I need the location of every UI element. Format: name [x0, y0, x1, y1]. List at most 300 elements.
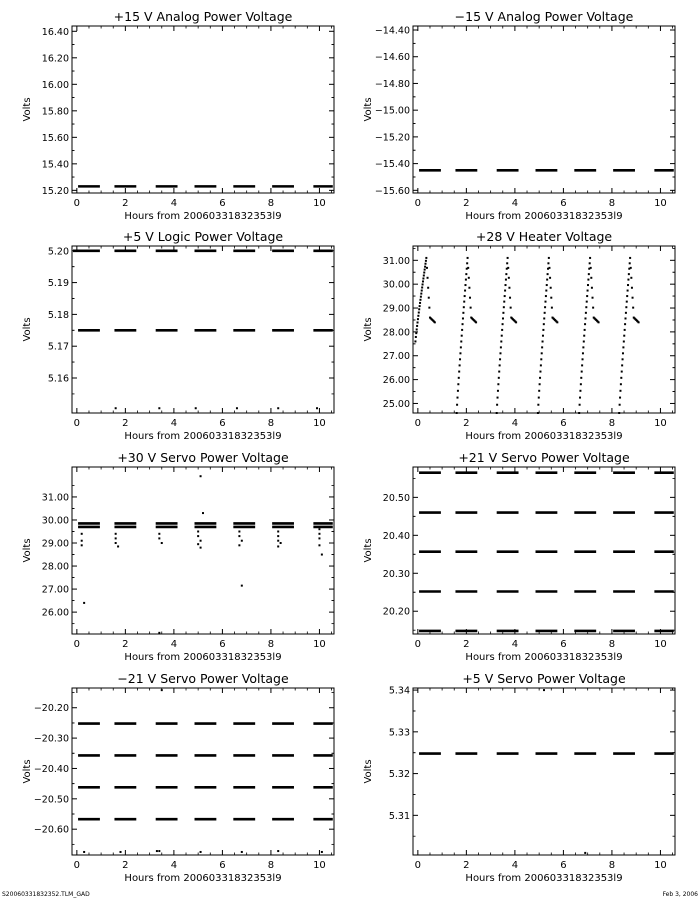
- heater-point: [421, 286, 423, 288]
- heater-point: [504, 295, 506, 297]
- heater-point: [428, 307, 430, 309]
- x-tick-label: 2: [463, 639, 470, 650]
- x-tick-label: 6: [560, 639, 567, 650]
- chart-title: +5 V Logic Power Voltage: [122, 229, 284, 244]
- heater-point: [625, 312, 627, 314]
- heater-point: [507, 267, 509, 269]
- x-axis-label: Hours from 20060331832353l9: [465, 211, 623, 222]
- heater-point: [598, 321, 600, 323]
- chart-7: [22, 671, 334, 884]
- heater-point: [590, 277, 592, 279]
- data-point: [120, 851, 122, 853]
- heater-point: [628, 273, 630, 275]
- heater-point: [590, 267, 592, 269]
- heater-point: [422, 280, 424, 282]
- x-tick-label: 2: [463, 860, 470, 871]
- x-tick-label: 10: [313, 198, 326, 209]
- heater-point: [506, 262, 508, 264]
- heater-point: [497, 397, 499, 399]
- y-tick-label: 26.00: [382, 375, 410, 387]
- heater-point: [626, 301, 628, 303]
- heater-point: [548, 257, 550, 259]
- x-tick-label: 10: [654, 198, 667, 209]
- heater-point: [544, 301, 546, 303]
- heater-point: [419, 305, 421, 307]
- x-tick-label: 10: [313, 860, 326, 871]
- y-tick-label: 28.00: [41, 561, 69, 573]
- heater-point: [546, 279, 548, 281]
- heater-point: [467, 267, 469, 269]
- y-tick-label: −14.60: [374, 52, 410, 64]
- heater-point: [456, 412, 458, 414]
- x-tick-label: 8: [608, 860, 616, 871]
- heater-point: [620, 377, 622, 379]
- heater-point: [425, 257, 427, 259]
- heater-point: [579, 390, 581, 392]
- heater-point: [580, 377, 582, 379]
- data-point: [197, 530, 199, 532]
- heater-point: [631, 287, 633, 289]
- heater-point: [475, 321, 477, 323]
- heater-point: [542, 335, 544, 337]
- heater-point: [427, 287, 429, 289]
- chart-title: +15 V Analog Power Voltage: [113, 9, 293, 24]
- y-tick-label: −20.40: [33, 763, 69, 775]
- data-point: [197, 535, 199, 537]
- data-point: [238, 535, 240, 537]
- heater-point: [456, 404, 458, 406]
- heater-point: [580, 383, 582, 385]
- x-tick-label: 2: [122, 639, 129, 650]
- y-tick-label: 15.60: [41, 132, 69, 144]
- heater-point: [416, 328, 418, 330]
- heater-point: [461, 335, 463, 337]
- heater-point: [498, 377, 500, 379]
- heater-point: [556, 321, 558, 323]
- heater-point: [619, 404, 621, 406]
- y-tick-label: −14.80: [374, 78, 410, 90]
- x-axis-label: Hours from 20060331832353l9: [124, 873, 282, 884]
- heater-point: [418, 308, 420, 310]
- x-tick-label: 0: [73, 418, 81, 429]
- plot-frame: [413, 26, 675, 193]
- heater-point: [546, 284, 548, 286]
- x-tick-label: 6: [560, 860, 567, 871]
- heater-point: [503, 301, 505, 303]
- heater-point: [457, 383, 459, 385]
- data-point: [277, 850, 279, 852]
- heater-point: [501, 335, 503, 337]
- heater-point: [468, 277, 470, 279]
- heater-point: [505, 284, 507, 286]
- data-point: [277, 407, 279, 409]
- y-tick-label: 5.33: [388, 727, 410, 739]
- data-point: [158, 407, 160, 409]
- heater-point: [625, 317, 627, 319]
- data-point: [200, 547, 202, 549]
- data-point: [161, 689, 163, 691]
- x-axis-label: Hours from 20060331832353l9: [124, 652, 282, 663]
- heater-point: [508, 277, 510, 279]
- data-point: [117, 545, 119, 547]
- heater-point: [497, 390, 499, 392]
- heater-point: [457, 390, 459, 392]
- y-tick-label: 30.00: [41, 515, 69, 527]
- data-point: [321, 851, 323, 853]
- heater-point: [462, 317, 464, 319]
- data-point: [584, 852, 586, 854]
- heater-point: [425, 260, 427, 262]
- heater-point: [459, 358, 461, 360]
- heater-point: [469, 297, 471, 299]
- y-tick-label: −20.60: [33, 824, 69, 836]
- heater-point: [538, 390, 540, 392]
- heater-point: [638, 321, 640, 323]
- data-point: [83, 851, 85, 853]
- heater-point: [625, 306, 627, 308]
- heater-point: [583, 340, 585, 342]
- y-axis-label: Volts: [363, 538, 374, 563]
- x-tick-label: 2: [463, 198, 470, 209]
- x-tick-label: 2: [122, 418, 129, 429]
- data-point: [321, 554, 323, 556]
- data-point: [158, 632, 160, 634]
- y-tick-label: 5.17: [47, 341, 69, 353]
- heater-point: [417, 315, 419, 317]
- chart-1: [22, 9, 334, 222]
- plot-frame: [413, 688, 675, 855]
- heater-point: [589, 257, 591, 259]
- data-point: [543, 689, 545, 691]
- x-axis-label: Hours from 20060331832353l9: [465, 652, 623, 663]
- y-tick-label: −15.40: [374, 159, 410, 171]
- heater-point: [619, 390, 621, 392]
- x-tick-label: 6: [219, 198, 226, 209]
- heater-point: [509, 297, 511, 299]
- chart-title: −15 V Analog Power Voltage: [454, 9, 634, 24]
- x-tick-label: 6: [560, 198, 567, 209]
- data-point: [280, 542, 282, 544]
- x-tick-label: 8: [608, 198, 616, 209]
- heater-point: [415, 332, 417, 334]
- chart-title: +30 V Servo Power Voltage: [117, 450, 289, 465]
- heater-point: [545, 290, 547, 292]
- data-point: [158, 533, 160, 535]
- heater-point: [457, 397, 459, 399]
- y-tick-label: 31.00: [41, 492, 69, 504]
- chart-title: −21 V Servo Power Voltage: [117, 671, 289, 686]
- heater-point: [460, 340, 462, 342]
- heater-point: [416, 325, 418, 327]
- data-point: [236, 407, 238, 409]
- x-tick-label: 2: [122, 860, 129, 871]
- heater-point: [543, 317, 545, 319]
- y-tick-label: 25.00: [382, 398, 410, 410]
- x-tick-label: 6: [560, 418, 567, 429]
- x-tick-label: 10: [654, 639, 667, 650]
- heater-point: [427, 277, 429, 279]
- y-tick-label: −15.00: [374, 105, 410, 117]
- heater-point: [623, 340, 625, 342]
- data-point: [200, 851, 202, 853]
- heater-point: [419, 302, 421, 304]
- heater-point: [497, 383, 499, 385]
- heater-point: [500, 346, 502, 348]
- heater-point: [547, 262, 549, 264]
- heater-point: [618, 412, 620, 414]
- heater-point: [543, 323, 545, 325]
- heater-point: [622, 346, 624, 348]
- heater-point: [434, 321, 436, 323]
- heater-point: [544, 306, 546, 308]
- heater-point: [465, 273, 467, 275]
- y-axis-label: Volts: [22, 538, 33, 563]
- x-tick-label: 8: [267, 198, 275, 209]
- heater-point: [424, 269, 426, 271]
- heater-point: [626, 295, 628, 297]
- y-tick-label: −20.50: [33, 794, 69, 806]
- x-tick-label: 2: [122, 198, 129, 209]
- x-tick-label: 4: [170, 198, 178, 209]
- data-point: [81, 540, 83, 542]
- heater-point: [459, 364, 461, 366]
- y-tick-label: −14.40: [374, 25, 410, 37]
- chart-title: +28 V Heater Voltage: [475, 229, 613, 244]
- heater-point: [539, 383, 541, 385]
- heater-point: [588, 273, 590, 275]
- x-tick-label: 10: [313, 418, 326, 429]
- y-tick-label: 20.30: [382, 568, 410, 580]
- x-tick-label: 8: [267, 860, 275, 871]
- heater-point: [461, 329, 463, 331]
- data-point: [241, 585, 243, 587]
- y-axis-label: Volts: [22, 97, 33, 122]
- data-point: [81, 533, 83, 535]
- heater-point: [464, 295, 466, 297]
- heater-point: [508, 287, 510, 289]
- x-axis-label: Hours from 20060331832353l9: [124, 431, 282, 442]
- y-tick-label: 16.40: [41, 26, 69, 38]
- heater-point: [627, 290, 629, 292]
- y-tick-label: −20.20: [33, 703, 69, 715]
- y-tick-label: 20.20: [382, 606, 410, 618]
- data-point: [156, 850, 158, 852]
- data-point: [158, 850, 160, 852]
- heater-point: [550, 287, 552, 289]
- heater-point: [540, 358, 542, 360]
- heater-point: [586, 301, 588, 303]
- heater-point: [581, 371, 583, 373]
- data-point: [318, 528, 320, 530]
- heater-point: [579, 404, 581, 406]
- heater-point: [621, 371, 623, 373]
- heater-point: [629, 262, 631, 264]
- heater-point: [578, 412, 580, 414]
- chart-2: [363, 9, 675, 222]
- y-tick-label: 5.16: [47, 373, 69, 385]
- heater-point: [470, 307, 472, 309]
- heater-point: [584, 329, 586, 331]
- y-tick-label: 31.00: [382, 255, 410, 267]
- heater-point: [502, 312, 504, 314]
- data-point: [202, 512, 204, 514]
- heater-point: [549, 277, 551, 279]
- y-axis-label: Volts: [22, 317, 33, 342]
- heater-point: [592, 307, 594, 309]
- heater-point: [458, 371, 460, 373]
- data-point: [238, 530, 240, 532]
- chart-3: [22, 229, 334, 442]
- y-tick-label: 27.00: [41, 584, 69, 596]
- heater-point: [504, 290, 506, 292]
- chart-8: [363, 671, 675, 884]
- heater-point: [584, 317, 586, 319]
- data-point: [318, 537, 320, 539]
- heater-point: [627, 284, 629, 286]
- heater-point: [420, 293, 422, 295]
- heater-point: [632, 297, 634, 299]
- heater-point: [428, 297, 430, 299]
- chart-4: [363, 229, 675, 442]
- data-point: [200, 540, 202, 542]
- heater-point: [585, 312, 587, 314]
- y-tick-label: 28.00: [382, 327, 410, 339]
- heater-point: [542, 340, 544, 342]
- heater-point: [589, 262, 591, 264]
- footer-file-label: S20060331832352.TLM_GAD: [2, 891, 90, 898]
- heater-point: [458, 377, 460, 379]
- heater-point: [591, 287, 593, 289]
- heater-point: [587, 279, 589, 281]
- heater-point: [547, 273, 549, 275]
- heater-point: [463, 306, 465, 308]
- heater-point: [582, 358, 584, 360]
- y-axis-label: Volts: [363, 759, 374, 784]
- data-point: [277, 535, 279, 537]
- plot-frame: [72, 26, 334, 193]
- heater-point: [622, 352, 624, 354]
- x-tick-label: 10: [654, 860, 667, 871]
- data-point: [81, 544, 83, 546]
- x-tick-label: 0: [73, 198, 81, 209]
- heater-point: [586, 295, 588, 297]
- x-tick-label: 8: [267, 418, 275, 429]
- heater-point: [548, 267, 550, 269]
- heater-point: [424, 266, 426, 268]
- heater-point: [460, 346, 462, 348]
- x-tick-label: 6: [219, 418, 226, 429]
- data-point: [115, 407, 117, 409]
- plot-frame: [72, 688, 334, 855]
- y-tick-label: 16.00: [41, 79, 69, 91]
- y-tick-label: 5.32: [388, 769, 410, 781]
- data-point: [115, 533, 117, 535]
- heater-point: [502, 317, 504, 319]
- heater-point: [418, 312, 420, 314]
- heater-point: [425, 263, 427, 265]
- y-tick-label: 29.00: [41, 538, 69, 550]
- data-point: [277, 540, 279, 542]
- data-point: [238, 544, 240, 546]
- heater-point: [510, 307, 512, 309]
- heater-point: [466, 262, 468, 264]
- x-tick-label: 6: [219, 860, 226, 871]
- x-tick-label: 4: [511, 860, 519, 871]
- heater-point: [584, 323, 586, 325]
- heater-point: [538, 397, 540, 399]
- heater-point: [421, 290, 423, 292]
- heater-point: [621, 364, 623, 366]
- y-tick-label: 20.40: [382, 530, 410, 542]
- heater-point: [619, 397, 621, 399]
- heater-point: [624, 329, 626, 331]
- y-tick-label: 5.20: [47, 246, 69, 258]
- x-tick-label: 2: [463, 418, 470, 429]
- y-tick-label: 5.31: [388, 810, 410, 822]
- heater-point: [544, 312, 546, 314]
- heater-point: [462, 312, 464, 314]
- heater-point: [550, 297, 552, 299]
- heater-point: [501, 329, 503, 331]
- data-point: [241, 540, 243, 542]
- chart-title: +21 V Servo Power Voltage: [458, 450, 630, 465]
- heater-point: [542, 329, 544, 331]
- x-tick-label: 4: [511, 198, 519, 209]
- heater-point: [581, 364, 583, 366]
- data-point: [197, 543, 199, 545]
- data-point: [200, 475, 202, 477]
- heater-point: [499, 352, 501, 354]
- x-axis-label: Hours from 20060331832353l9: [124, 211, 282, 222]
- y-tick-label: −15.60: [374, 185, 410, 197]
- heater-point: [496, 404, 498, 406]
- data-point: [318, 533, 320, 535]
- data-point: [277, 530, 279, 532]
- heater-point: [503, 306, 505, 308]
- chart-6: [363, 450, 675, 663]
- heater-point: [624, 323, 626, 325]
- data-point: [158, 537, 160, 539]
- heater-point: [545, 295, 547, 297]
- heater-point: [587, 284, 589, 286]
- y-tick-label: −20.30: [33, 733, 69, 745]
- heater-point: [630, 277, 632, 279]
- x-tick-label: 4: [511, 418, 519, 429]
- heater-point: [583, 335, 585, 337]
- data-point: [195, 407, 197, 409]
- heater-point: [505, 273, 507, 275]
- x-tick-label: 0: [414, 198, 422, 209]
- heater-point: [505, 279, 507, 281]
- data-point: [161, 542, 163, 544]
- heater-point: [537, 404, 539, 406]
- heater-point: [540, 364, 542, 366]
- y-tick-label: 16.20: [41, 53, 69, 65]
- y-tick-label: 5.19: [47, 278, 69, 290]
- x-tick-label: 0: [73, 639, 81, 650]
- heater-point: [499, 364, 501, 366]
- heater-point: [632, 307, 634, 309]
- heater-point: [585, 306, 587, 308]
- heater-point: [464, 284, 466, 286]
- heater-point: [541, 352, 543, 354]
- x-tick-label: 4: [170, 860, 178, 871]
- heater-point: [423, 272, 425, 274]
- heater-point: [629, 257, 631, 259]
- heater-point: [499, 358, 501, 360]
- heater-point: [459, 352, 461, 354]
- y-tick-label: 5.34: [388, 685, 410, 697]
